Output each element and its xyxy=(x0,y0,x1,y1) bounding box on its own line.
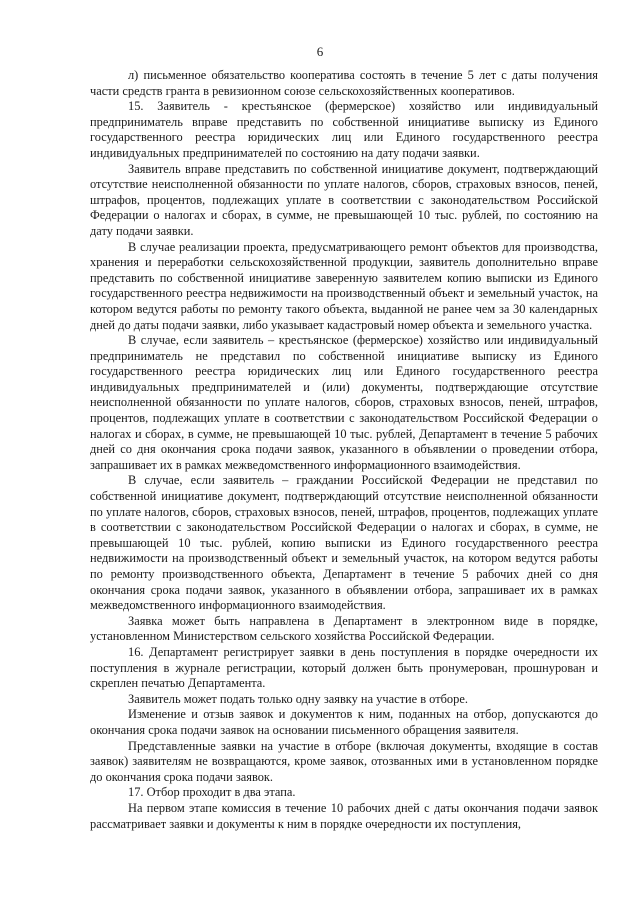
paragraph-repair-project: В случае реализации проекта, предусматривающего ремонт объектов для производства, хранения и переработки сельскохозяйственной продукции, заявитель дополнительно вправе представить по собственной инициативе заверенную заявителем копию выписки из Единого государственного реестра недвижимости на производственный объект и земельный участок, на котором ведутся работы по ремонту такого объекта, выданной не ранее чем за 30 календарных дней до даты подачи заявки, либо указывает кадастровый номер объекта и земельного участка. xyxy=(90,239,598,332)
paragraph-item-l: л) письменное обязательство кооператива состоять в течение 5 лет с даты получения части средств гранта в ревизионном союзе сельскохозяйственных кооперативов. xyxy=(90,68,598,98)
paragraph-tax-document: Заявитель вправе представить по собственной инициативе документ, подтверждающий отсутствие неисполненной обязанности по уплате налогов, сборов, страховых взносов, пеней, штрафов, процентов, подлежащих уплате в соответствии с законодательством Российской Федерации о налогах и сборах, в сумме, не превышающей 10 тыс. рублей, по состоянию на дату подачи заявки. xyxy=(90,161,598,238)
paragraph-first-stage: На первом этапе комиссия в течение 10 рабочих дней с даты окончания подачи заявок рассматривает заявки и документы к ним в порядке очередности их поступления, xyxy=(90,800,598,831)
page-number: 6 xyxy=(316,44,324,59)
paragraph-15: 15. Заявитель - крестьянское (фермерское) хозяйство или индивидуальный предприниматель вправе представить по собственной инициативе выписку из Единого государственного реестра юридических лиц или Единого государственного реестра индивидуальных предпринимателей по состоянию на дату подачи заявки. xyxy=(90,99,598,160)
paragraph-one-application: Заявитель может подать только одну заявку на участие в отборе. xyxy=(128,691,468,706)
paragraph-citizen-not-submitted: В случае, если заявитель – граждании Российской Федерации не представил по собственной инициативе документ, подтверждающий отсутствие неисполненной обязанности по уплате налогов, сборов, страховых взносов, пеней, штрафов, процентов, подлежащих уплате в соответствии с законодательством Российской Федерации о налогах и сборах, в сумме, не превышающей 10 тыс. рублей, копию выписки из Единого государственного реестра недвижимости на производственный объект и земельный участок, на котором ведутся работы по ремонту производственного объекта, Департамент в течение 5 рабочих дней со дня окончания срока подачи заявок, указанного в объявлении отбора, запрашивает их в рамках межведомственного информационного взаимодействия. xyxy=(90,473,598,613)
paragraph-not-returned: Представленные заявки на участие в отборе (включая документы, входящие в состав заявок) заявителям не возвращаются, кроме заявок, отозванных ими в установленном порядке до окончания срока подачи заявок. xyxy=(90,738,598,784)
paragraph-17: 17. Отбор проходит в два этапа. xyxy=(128,785,296,800)
paragraph-withdrawal: Изменение и отзыв заявок и документов к ним, поданных на отбор, допускаются до окончания срока подачи заявок на основании письменного обращения заявителя. xyxy=(90,707,598,737)
paragraph-farm-not-submitted: В случае, если заявитель – крестьянское (фермерское) хозяйство или индивидуальный предприниматель не представил по собственной инициативе выписку из Единого государственного реестра юридических лиц или Единого государственного реестра индивидуальных предпринимателей и (или) документы, подтверждающие отсутствие неисполненной обязанности по уплате налогов, сборов, страховых взносов, пеней, штрафов, процентов, подлежащих уплате в соответствии с законодательством Российской Федерации о налогах и сборах, в сумме, не превышающей 10 тыс. рублей, Департамент в течение 5 рабочих дней со дня окончания срока подачи заявок, указанного в объявлении о проведении отбора, запрашивает их в рамках межведомственного информационного взаимодействия. xyxy=(90,333,598,472)
paragraph-electronic-submission: Заявка может быть направлена в Департамент в электронном виде в порядке, установленном Министерством сельского хозяйства Российской Федерации. xyxy=(90,613,598,644)
paragraph-16: 16. Департамент регистрирует заявки в день поступления в порядке очередности их поступления в журнале регистрации, который должен быть пронумерован, прошнурован и скреплен печатью Департамента. xyxy=(90,644,598,691)
document-body xyxy=(90,68,598,832)
